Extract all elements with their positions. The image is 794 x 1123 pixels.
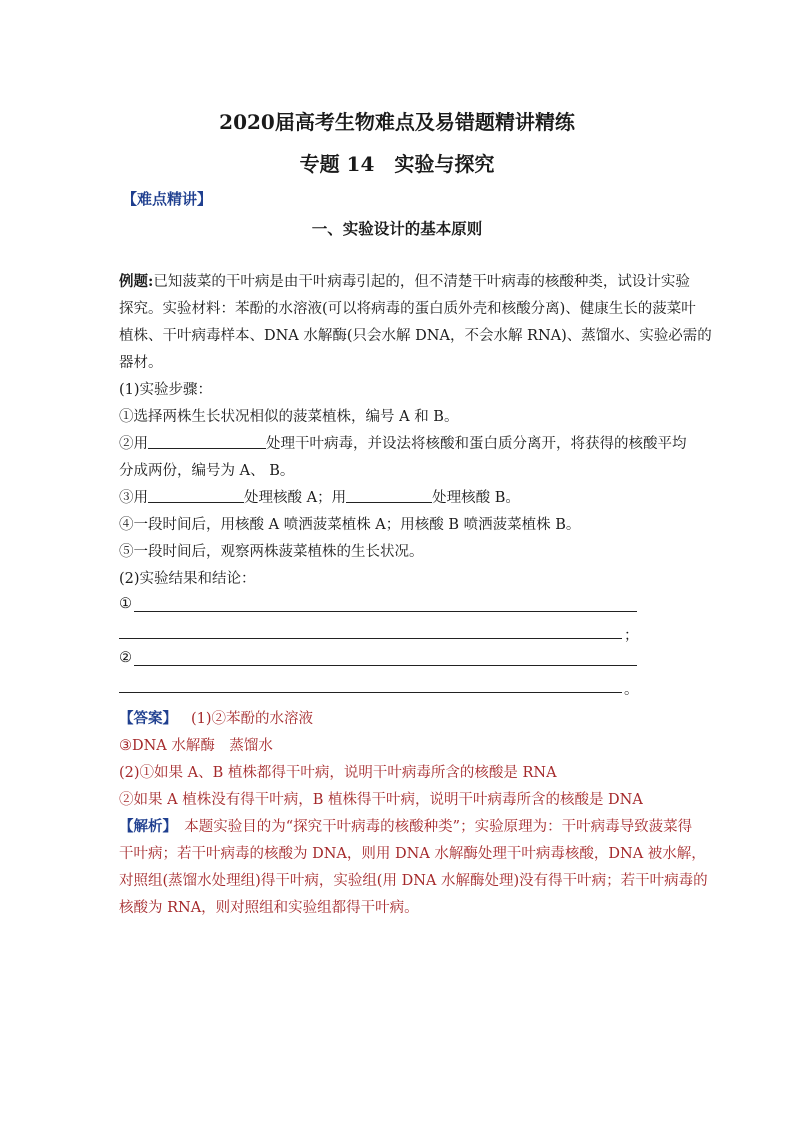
fill-blank-3[interactable] [346,487,432,503]
result-mark-1: ① [119,596,132,612]
analysis-line-2: 干叶病；若干叶病毒的核酸为 DNA，则用 DNA 水解酶处理干叶病毒核酸，DNA 被水解， [119,846,706,862]
answer-label: 【答案】 [119,710,177,727]
step-5: ⑤一段时间后，观察两株菠菜植株的生长状况。 [119,544,424,560]
analysis-label: 【解析】 [119,818,170,835]
answer-line-a1: 【答案】 (1)②苯酚的水溶液 [119,710,314,727]
answer-line-a3: (2)①如果 A、B 植株都得干叶病，说明干叶病毒所含的核酸是 RNA [119,765,557,781]
document-title: 2020届高考生物难点及易错题精讲精练 [219,110,575,134]
analysis-line-3: 对照组(蒸馏水处理组)得干叶病，实验组(用 DNA 水解酶处理)没有得干叶病；若干叶病毒的 [119,873,708,889]
result-end-2: 。 [624,682,639,698]
step-1: ①选择两株生长状况相似的菠菜植株，编号 A 和 B。 [119,409,459,425]
answer-line-3[interactable] [134,665,637,666]
answer-line-a4: ②如果 A 植株没有得干叶病，B 植株得干叶病，说明干叶病毒所含的核酸是 DNA [119,792,643,808]
steps-title: (1)实验步骤： [119,382,213,398]
result-mark-2: ② [119,650,132,666]
question-line-3: 植株、干叶病毒样本、DNA 水解酶(只会水解 DNA，不会水解 RNA)、蒸馏水、实验必需的 [119,328,712,344]
step-4: ④一段时间后，用核酸 A 喷洒菠菜植株 A；用核酸 B 喷洒菠菜植株 B。 [119,517,581,533]
results-title: (2)实验结果和结论： [119,571,256,587]
question-label: 例题: [119,273,154,290]
step-2: ②用 处理干叶病毒，并设法将核酸和蛋白质分离开，将获得的核酸平均 [119,432,687,453]
fill-blank-1[interactable] [148,433,266,449]
fill-blank-2[interactable] [148,487,244,503]
step-2-cont: 分成两份，编号为 A、 B。 [119,463,295,479]
question-line-4: 器材。 [119,355,163,371]
section-label: 【难点精讲】 [122,190,213,208]
answer-line-4[interactable] [119,692,622,693]
result-end-1: ； [624,628,639,644]
analysis-line-1: 【解析】 本题实验目的为“探究干叶病毒的核酸种类”；实验原理为：干叶病毒导致菠菜得 [119,818,693,835]
analysis-line-4: 核酸为 RNA，则对照组和实验组都得干叶病。 [119,900,419,916]
subheading: 一、实验设计的基本原则 [311,219,483,238]
question-line-1: 例题:已知菠菜的干叶病是由干叶病毒引起的，但不清楚干叶病毒的核酸种类，试设计实验 [119,273,690,290]
answer-line-2[interactable] [119,638,622,639]
step-3: ③用 处理核酸 A；用 处理核酸 B。 [119,486,520,507]
answer-line-a2: ③DNA 水解酶 蒸馏水 [119,738,273,754]
topic-title: 专题 14 实验与探究 [299,152,495,176]
answer-line-1[interactable] [134,611,637,612]
question-line-2: 探究。实验材料：苯酚的水溶液(可以将病毒的蛋白质外壳和核酸分离)、健康生长的菠菜叶 [119,301,696,317]
